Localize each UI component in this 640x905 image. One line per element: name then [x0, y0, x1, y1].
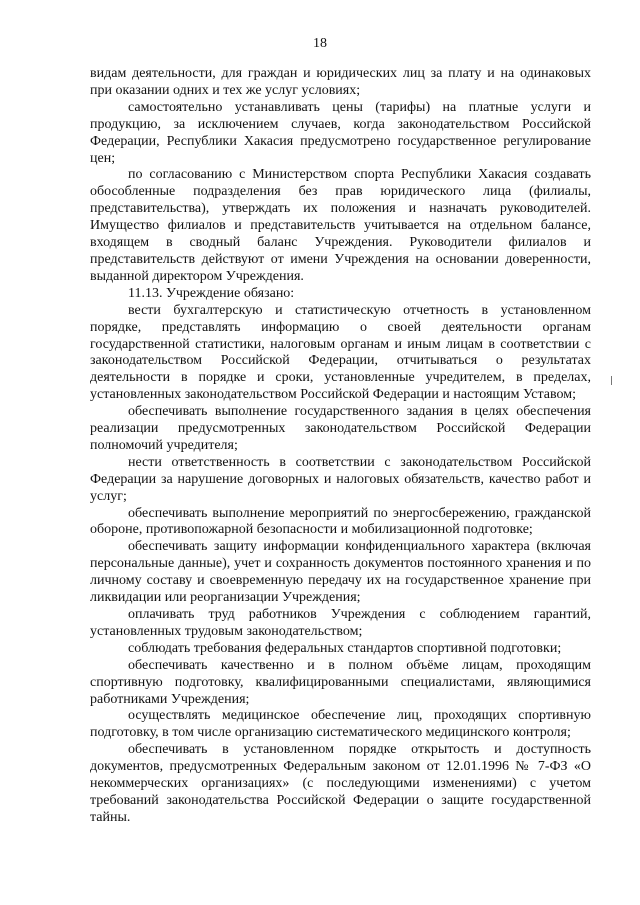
paragraph: обеспечивать выполнение государственного задания в целях обеспечения реализации предусмотренных законодательством Российской Федерации полномочий учредителя;	[90, 404, 591, 453]
scan-margin-mark	[611, 376, 612, 385]
paragraph: обеспечивать защиту информации конфиденциального характера (включая персональные данные), учет и сохранность документов постоянного хранения и по личному составу и своевременную передачу их на государственное хранение при ликвидации или реорганизации Учреждения;	[90, 539, 591, 606]
paragraph: нести ответственность в соответствии с законодательством Российской Федерации за нарушение договорных и налоговых обязательств, качество работ и услуг;	[90, 454, 591, 504]
paragraph: осуществлять медицинское обеспечение лиц, проходящих спортивную подготовку, в том числе организацию систематического медицинского контроля;	[90, 708, 591, 741]
paragraph: обеспечивать выполнение мероприятий по энергосбережению, гражданской обороне, противопожарной безопасности и мобилизационной подготовке;	[90, 505, 591, 538]
paragraph: вести бухгалтерскую и статистическую отчетность в установленном порядке, представлять информацию о своей деятельности органам государственной статистики, налоговым органам и иным лицам в соответствии с законодательством Российской Федерации, отчитываться о результатах деятельности в порядке и сроки, установленные учредителем, в пределах, установленных законодательством Российской Федерации и настоящим Уставом;	[90, 302, 591, 403]
paragraph: оплачивать труд работников Учреждения с соблюдением гарантий, установленных трудовым законодательством;	[90, 607, 591, 639]
paragraph-continuation: видам деятельности, для граждан и юридических лиц за плату и на одинаковых при оказании одних и тех же услуг условиях;	[90, 66, 591, 98]
paragraph: соблюдать требования федеральных стандартов спортивной подготовки;	[128, 640, 562, 656]
document-body	[90, 66, 591, 827]
paragraph: самостоятельно устанавливать цены (тарифы) на платные услуги и продукцию, за исключением случаев, когда законодательством Российской Федерации, Республики Хакасия предусмотрено государственное регулирование цен;	[90, 99, 591, 166]
section-heading-11-13: 11.13. Учреждение обязано:	[128, 285, 295, 301]
paragraph: по согласованию с Министерством спорта Республики Хакасия создавать обособленные подразделения без прав юридического лица (филиалы, представительства), утверждать их положения и назначать руководителей. Имущество филиалов и представительств учитывается на отдельном балансе, входящем в сводный баланс Учреждения. Руководители филиалов и представительств действуют от имени Учреждения на основании доверенности, выданной директором Учреждения.	[90, 167, 591, 284]
paragraph: обеспечивать в установленном порядке открытость и доступность документов, предусмотренных Федеральным законом от 12.01.1996 № 7-ФЗ «О некоммерческих организациях» (с последующими изменениями) с учетом требований законодательства Российской Федерации о защите государственной тайны.	[90, 742, 591, 825]
page-number: 18	[313, 36, 327, 51]
paragraph: обеспечивать качественно и в полном объёме лицам, проходящим спортивную подготовку, квалифицированными специалистами, являющимися работниками Учреждения;	[90, 657, 591, 707]
